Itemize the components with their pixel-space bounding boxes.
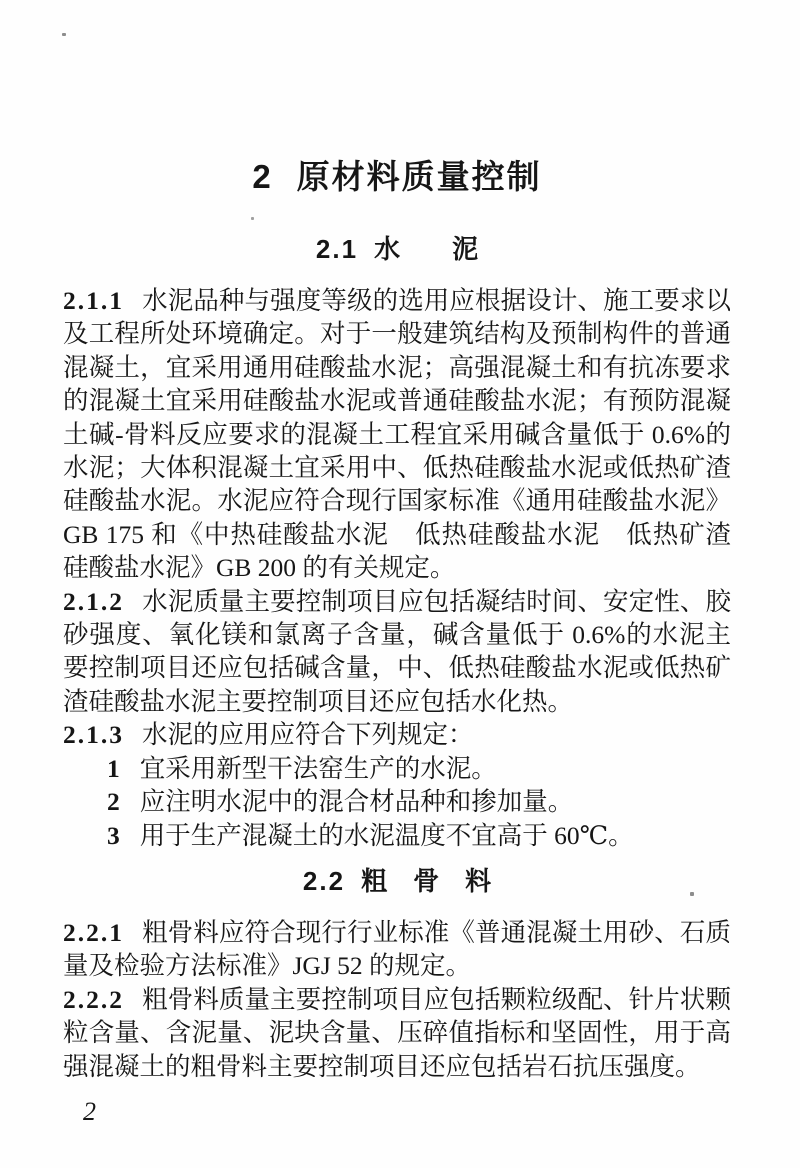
clause-number: 2.2.1 [63,917,124,947]
clause-number: 2.1.1 [63,286,124,315]
chapter-title: 原材料质量控制 [296,158,542,195]
clause-text: 水泥品种与强度等级的选用应根据设计、施工要求以及工程所处环境确定。对于一般建筑结构及预制构件的普通混凝土，宜采用通用硅酸盐水泥；高强混凝土和有抗冻要求的混凝土宜采用硅酸盐水泥或普通硅酸盐水泥；有预防混凝土碱-骨料反应要求的混凝土工程宜采用碱含量低于 0.6%的水泥；大体积混凝土宜采用中、低热硅酸盐水泥或低热矿渣硅酸盐水泥。水泥应符合现行国家标准《通用硅酸盐水泥》GB 175 和《中热硅酸盐水泥 低热硅酸盐水泥 低热矿渣硅酸盐水泥》GB 200 的有关规定。 [63,286,731,583]
item-text: 用于生产混凝土的水泥温度不宜高于 60℃。 [139,820,634,850]
clause-2-1-3 [63,718,731,751]
clause-2-2-2 [63,983,731,1083]
list-item-2 [63,785,731,818]
page-number: 2 [83,1096,96,1126]
chapter-heading [63,0,731,200]
list-item-3 [63,819,731,852]
item-number: 2 [107,787,120,817]
section-heading-2-1 [63,232,731,266]
chapter-number: 2 [252,158,271,195]
item-number: 3 [107,820,120,850]
clause-text: 粗骨料应符合现行行业标准《普通混凝土用砂、石质量及检验方法标准》JGJ 52 的规定。 [63,917,731,981]
clause-text: 水泥的应用应符合下列规定： [142,720,474,750]
section-heading-2-2 [63,864,731,898]
item-text: 应注明水泥中的混合材品种和掺加量。 [139,787,574,817]
section-title: 粗 骨 料 [361,865,492,896]
clause-2-2-1 [63,916,731,983]
clause-2-1-1 [63,284,731,585]
clause-number: 2.1.3 [63,720,124,750]
item-number: 1 [107,753,120,783]
section-title: 水 泥 [374,234,479,264]
clause-text: 水泥质量主要控制项目应包括凝结时间、安定性、胶砂强度、氧化镁和氯离子含量，碱含量低于 0.6%的水泥主要控制项目还应包括碱含量，中、低热硅酸盐水泥或低热矿渣硅酸盐水泥主要控制项目还应包括水化热。 [63,586,731,716]
item-text: 宜采用新型干法窑生产的水泥。 [139,753,497,783]
page-content [63,0,731,1127]
clause-2-1-2 [63,585,731,719]
section-number: 2.2 [302,865,346,896]
list-item-1 [63,752,731,785]
clause-number: 2.2.2 [63,984,124,1014]
section-number: 2.1 [315,234,359,264]
clause-text: 粗骨料质量主要控制项目应包括颗粒级配、针片状颗粒含量、含泥量、泥块含量、压碎值指标和坚固性，用于高强混凝土的粗骨料主要控制项目还应包括岩石抗压强度。 [63,984,731,1081]
clause-number: 2.1.2 [63,586,124,616]
